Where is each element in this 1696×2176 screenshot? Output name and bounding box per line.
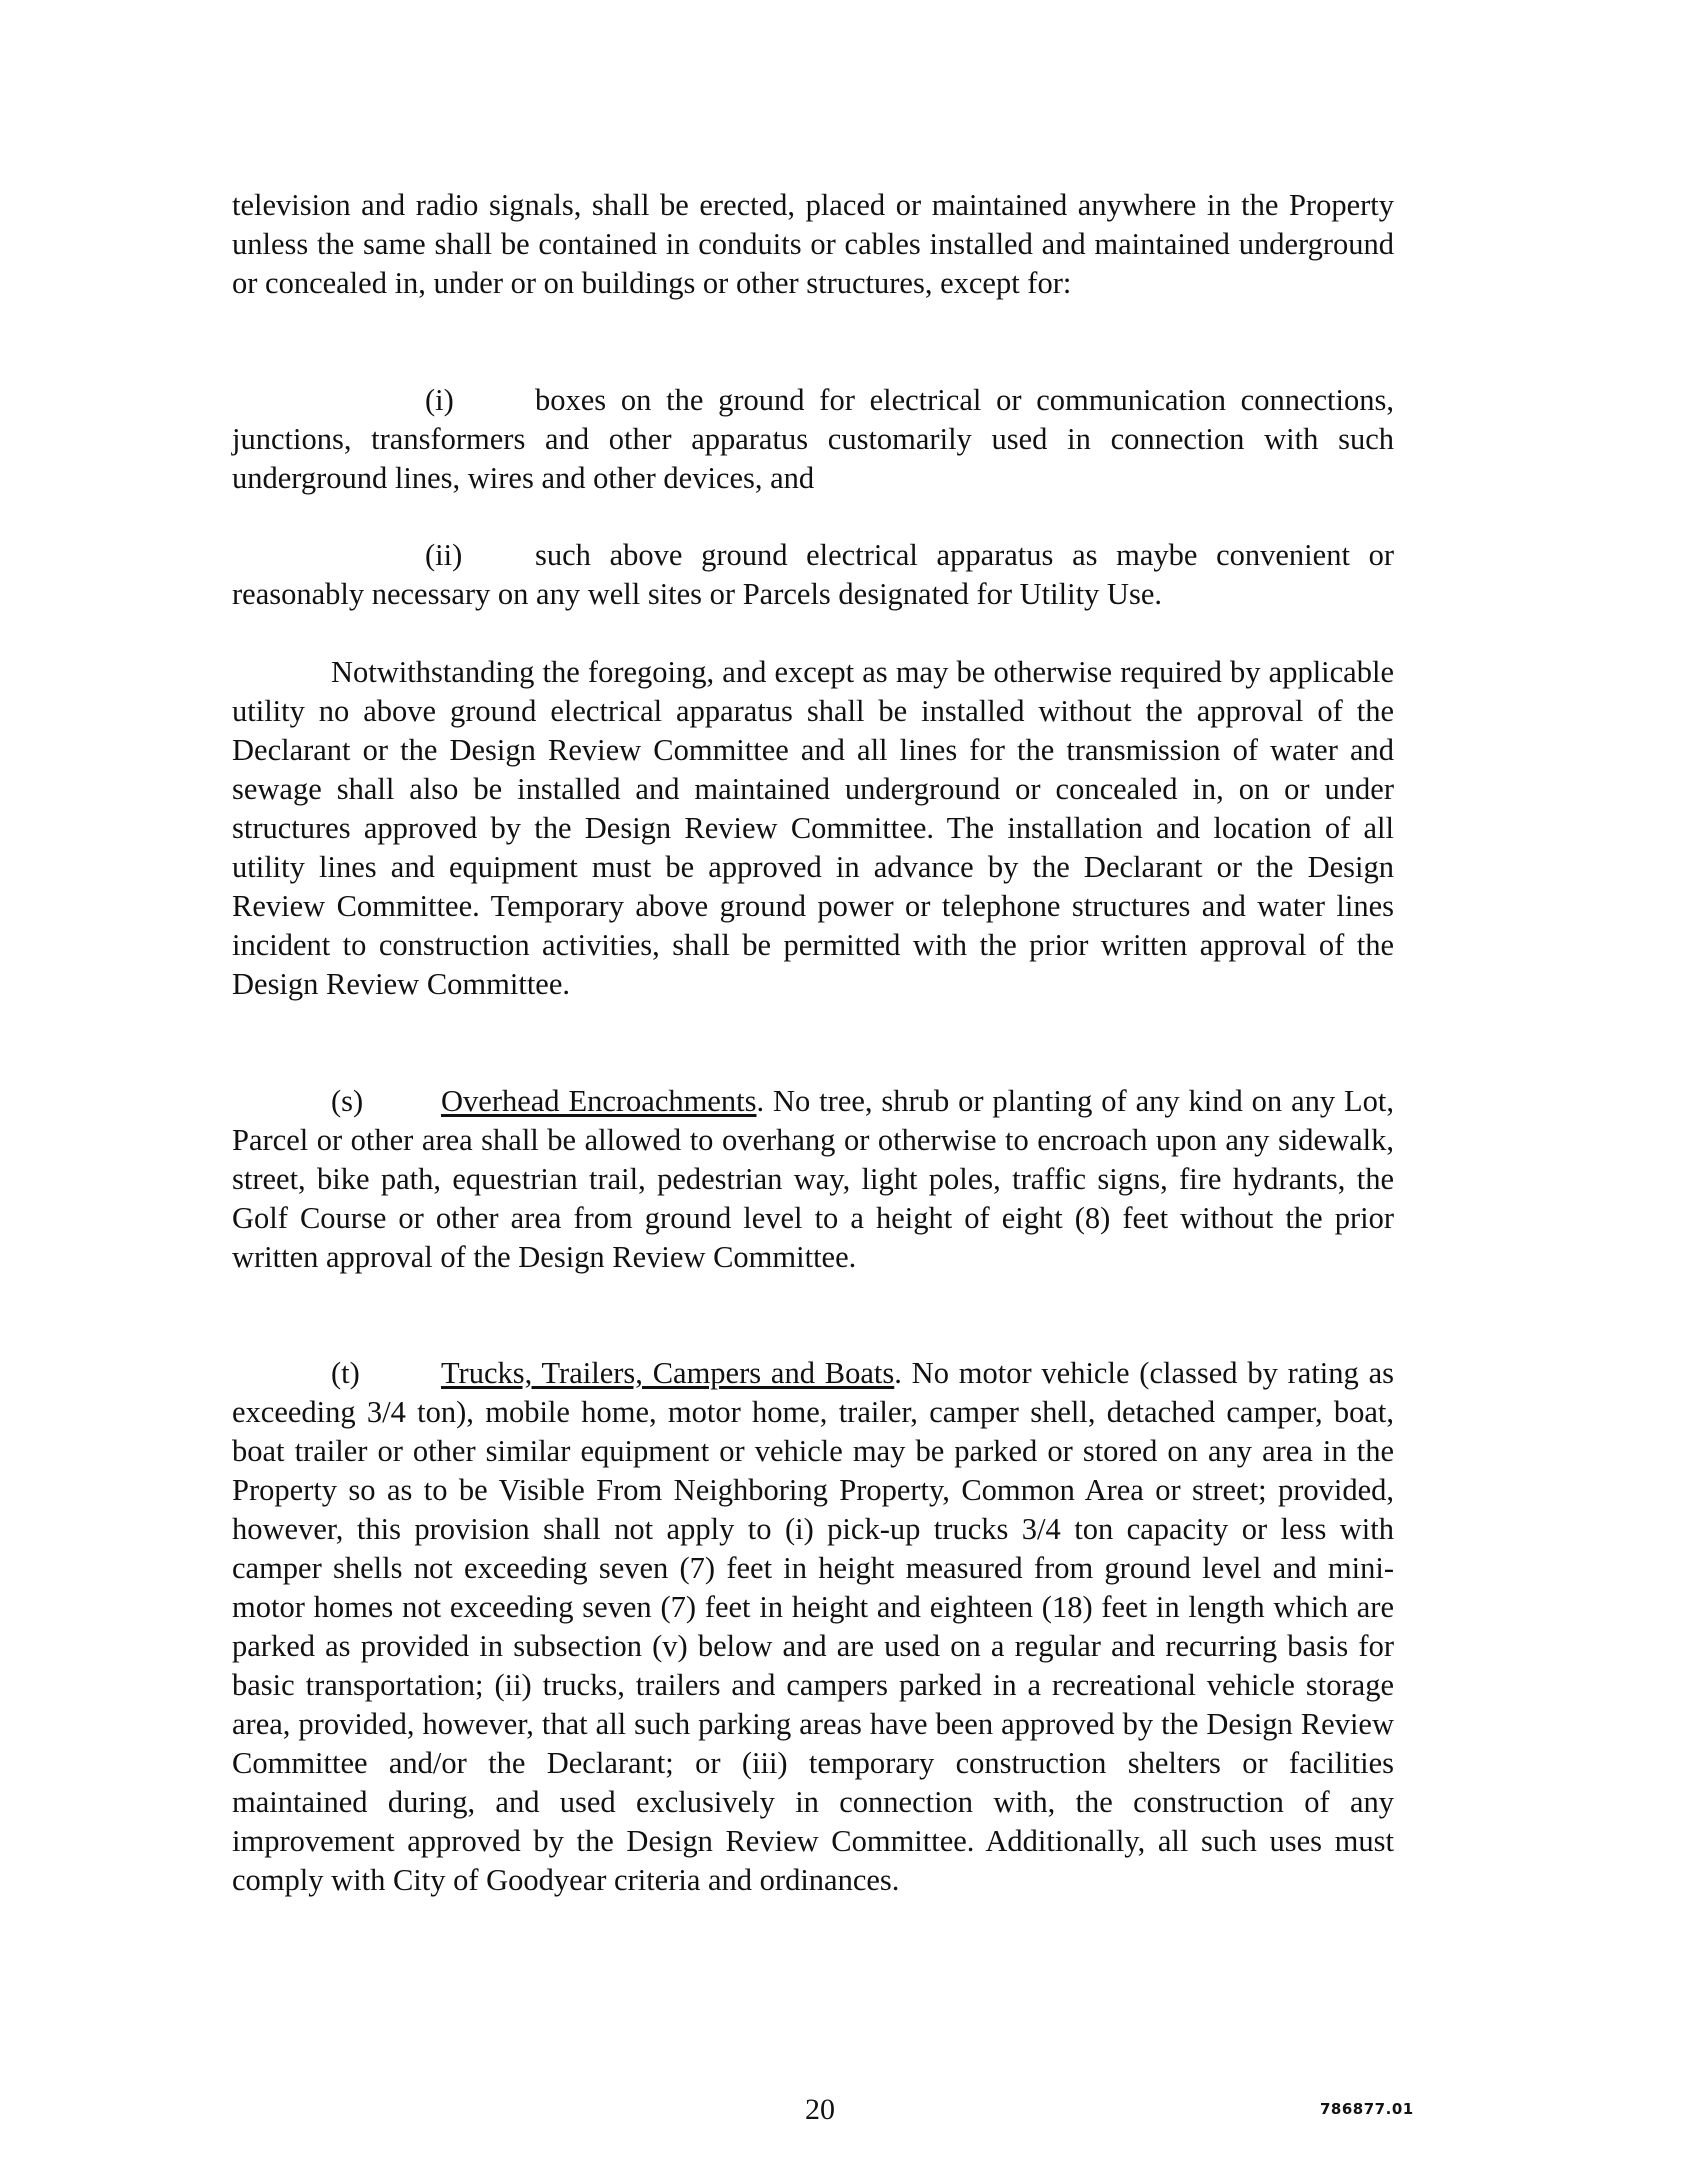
notwithstanding-text: Notwithstanding the foregoing, and except as may be otherwise required by applicable utility no above ground electrical apparatus shall be installed without the approval of the Declarant or the Design Review Committee and all lines for the transmission of water and sewage shall also be installed and maintained underground or concealed in, on or under structures approved by the Design Review Committee. The installation and location of all utility lines and equipment must be approved in advance by the Declarant or the Design Review Committee. Temporary above ground power or telephone structures and water lines incident to construction activities, shall be permitted with the prior written approval of the Design Review Committee. [232,655,1394,1001]
page-number: 20 [805,2093,835,2126]
section-s-number: (s) [331,1084,364,1118]
section-t [232,1354,1394,1900]
notwithstanding-paragraph [232,653,1394,1004]
section-s-heading: Overhead Encroachments [441,1084,757,1118]
intro-text: television and radio signals, shall be erected, placed or maintained anywhere in the Property unless the same shall be contained in conduits or cables installed and maintained underground or concealed in, under or on buildings or other structures, except for: [232,188,1394,300]
intro-paragraph [232,186,1394,303]
section-s-text: . No tree, shrub or planting of any kind on any Lot, Parcel or other area shall be allowed to overhang or otherwise to encroach upon any sidewalk, street, bike path, equestrian trail, pedestrian way, light poles, traffic signs, fire hydrants, the Golf Course or other area from ground level to a height of eight (8) feet without the prior written approval of the Design Review Committee. [232,1084,1394,1274]
item-ii-number: (ii) [425,538,463,572]
list-item-i [232,381,1394,498]
section-t-text: . No motor vehicle (classed by rating as exceeding 3/4 ton), mobile home, motor home, trailer, camper shell, detached camper, boat, boat trailer or other similar equipment or vehicle may be parked or stored on any area in the Property so as to be Visible From Neighboring Property, Common Area or street; provided, however, this provision shall not apply to (i) pick-up trucks 3/4 ton capacity or less with camper shells not exceeding seven (7) feet in height measured from ground level and mini-motor homes not exceeding seven (7) feet in height and eighteen (18) feet in length which are parked as provided in subsection (v) below and are used on a regular and recurring basis for basic transportation; (ii) trucks, trailers and campers parked in a recreational vehicle storage area, provided, however, that all such parking areas have been approved by the Design Review Committee and/or the Declarant; or (iii) temporary construction shelters or facilities maintained during, and used exclusively in connection with, the construction of any improvement approved by the Design Review Committee. Additionally, all such uses must comply with City of Goodyear criteria and ordinances. [232,1356,1394,1897]
section-t-number: (t) [331,1356,360,1390]
item-ii-text: such above ground electrical apparatus as maybe convenient or reasonably necessary on any well sites or Parcels designated for Utility Use. [232,538,1394,611]
section-s [232,1082,1394,1277]
item-i-text: boxes on the ground for electrical or communication connections, junctions, transformers and other apparatus customarily used in connection with such underground lines, wires and other devices, and [232,383,1394,495]
document-id: 786877.01 [1320,2100,1414,2118]
list-item-ii [232,536,1394,614]
section-t-heading: Trucks, Trailers, Campers and Boats [441,1356,895,1390]
item-i-number: (i) [425,383,454,417]
